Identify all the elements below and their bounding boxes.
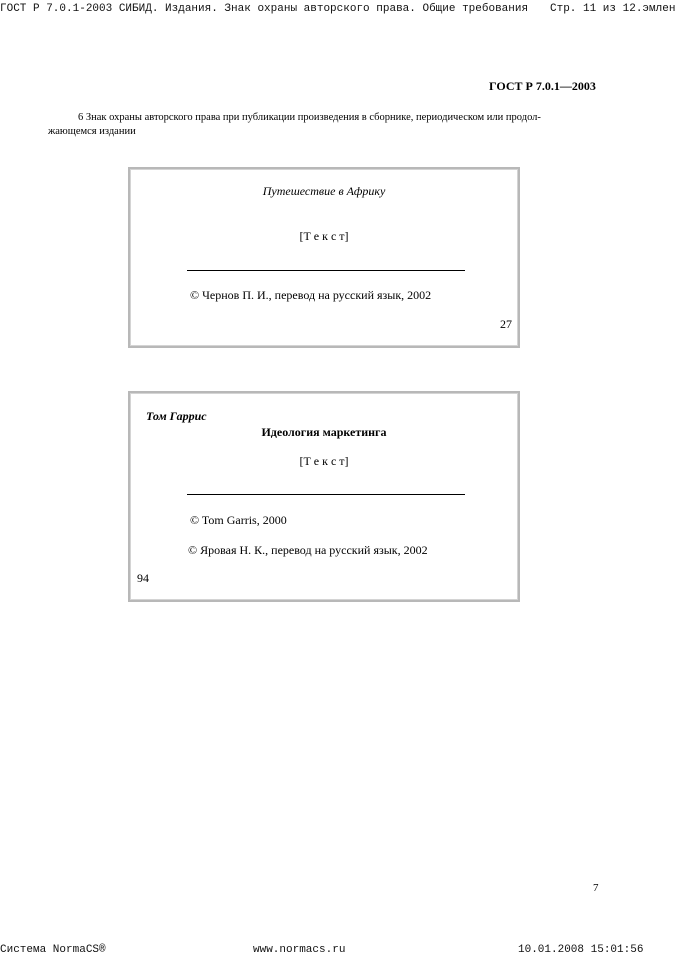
footer-system-name: Система NormaCS® [0,944,106,956]
text-placeholder: [Т е к с т] [299,229,349,243]
footer-datetime: 10.01.2008 15:01:56 [518,944,644,956]
work-title: Путешествие в Африку [262,184,386,198]
example-page-number: 27 [500,317,512,331]
work-title: Идеология маркетинга [261,425,387,439]
page-number: 7 [593,882,599,894]
footer-website: www.normacs.ru [253,944,346,956]
running-header-page-info: Стр. 11 из 12.эмлен [550,3,676,15]
example-page-number: 94 [137,571,149,585]
paragraph-line-2: жающемся издании [48,126,136,137]
example-frame-collection [128,167,520,348]
running-header-title: ГОСТ Р 7.0.1-2003 СИБИД. Издания. Знак охраны авторского права. Общие требования [0,3,529,15]
paragraph-line-1: 6 Знак охраны авторского права при публикации произведения в сборнике, периодическом или продол- [78,112,541,123]
work-author: Том Гаррис [146,409,207,423]
copyright-original: © Tom Garris, 2000 [190,513,287,527]
document-code: ГОСТ Р 7.0.1—2003 [489,79,596,93]
separator-line [187,270,465,271]
separator-line [187,494,465,495]
clause-6-paragraph [48,111,608,139]
copyright-notice: © Чернов П. И., перевод на русский язык, 2002 [190,288,432,302]
example-frame-translated-work [128,391,520,602]
text-placeholder: [Т е к с т] [299,454,349,468]
copyright-translation: © Яровая Н. К., перевод на русский язык, 2002 [188,543,428,557]
